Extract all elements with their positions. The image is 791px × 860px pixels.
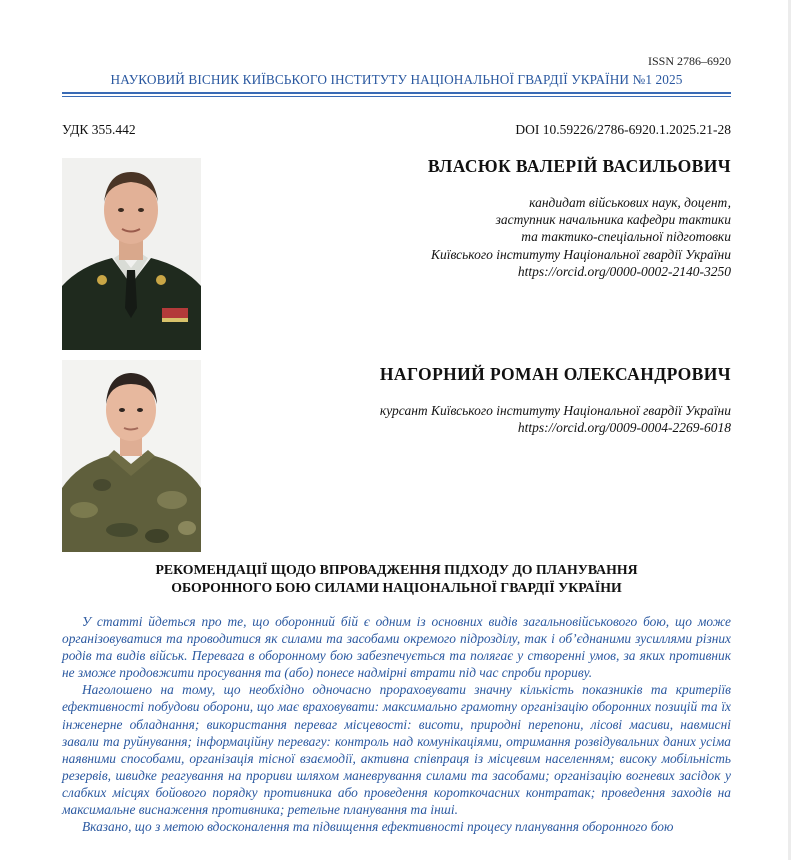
abstract-paragraph: Вказано, що з метою вдосконалення та підвищення ефективності процесу планування оборонного бою bbox=[82, 819, 674, 835]
author-1-affiliation-line: та тактико-спеціальної підготовки bbox=[521, 229, 731, 245]
author-1-affiliation-line: кандидат військових наук, доцент, bbox=[529, 195, 731, 210]
issn: ISSN 2786–6920 bbox=[647, 54, 731, 68]
author-1-affiliation-line: заступник начальника кафедри тактики bbox=[495, 212, 731, 228]
abstract bbox=[62, 613, 731, 835]
doi: DOI 10.59226/2786-6920.1.2025.21-28 bbox=[515, 122, 731, 137]
author-1-affiliation-line: Київського інституту Національної гвардії України bbox=[431, 246, 731, 262]
article-title-line: ОБОРОННОГО БОЮ СИЛАМИ НАЦІОНАЛЬНОЇ ГВАРДІЇ УКРАЇНИ bbox=[171, 580, 622, 595]
abstract-paragraph: Наголошено на тому, що необхідно одночасно прораховувати значну кількість показників та критеріїв ефективності побудови оборони, що має враховувати: максимально грамотну організацію оборонних позицій та їх інженерне обладнання; використання переваг місцевості: висоти, природні перепони, лісові масиви, навмисні завали та руйнування; інформаційну перевагу: контроль над комунікаціями, отримання розвідувальних даних усіма наявними способами, організація тісної взаємодії, активна співпраця із місцевим населенням; високу мобільність резервів, швидке реагування на прориви шляхом маневрування силами та засобами; організацію вогневих засідок у слабких місцях бойового порядку противника або проведення короткочасних контратак; проведення заходів на максимальне виснаження противника; ретельне планування та інші. bbox=[62, 682, 731, 818]
article-title-line: РЕКОМЕНДАЦІЇ ЩОДО ВПРОВАДЖЕННЯ ПІДХОДУ ДО ПЛАНУВАННЯ bbox=[155, 562, 638, 577]
article-title bbox=[62, 561, 731, 597]
author-2-affiliation bbox=[380, 402, 731, 436]
header-rule-thin bbox=[62, 96, 731, 97]
abstract-paragraph: У статті йдеться про те, що оборонний бій є одним із основних видів загальновійськового бою, що може організовуватися та проводитися як силами та засобами окремого підрозділу, так і об’єднаними зусиллями різних родів та видів військ. Перевага в оборонному бою забезпечується та полягає у створенні умов, за яких противник не зможе продовжити просування та (або) понесе надмірні втрати під час спроби прориву. bbox=[62, 614, 731, 681]
udk-code: УДК 355.442 bbox=[62, 122, 136, 137]
journal-title: НАУКОВИЙ ВІСНИК КИЇВСЬКОГО ІНСТИТУТУ НАЦІОНАЛЬНОЇ ГВАРДІЇ УКРАЇНИ №1 2025 bbox=[110, 72, 683, 87]
author-photo-2 bbox=[62, 360, 201, 552]
author-1-affiliation bbox=[431, 194, 731, 280]
author-1-name: ВЛАСЮК ВАЛЕРІЙ ВАСИЛЬОВИЧ bbox=[427, 156, 731, 176]
author-2-affiliation-line: курсант Київського інституту Національної гвардії України bbox=[379, 403, 731, 418]
author-photo-1 bbox=[62, 158, 201, 350]
author-2-orcid-link[interactable]: https://orcid.org/0009-0004-2269-6018 bbox=[517, 420, 731, 436]
author-2-name: НАГОРНИЙ РОМАН ОЛЕКСАНДРОВИЧ bbox=[379, 364, 731, 384]
author-1-orcid-link[interactable]: https://orcid.org/0000-0002-2140-3250 bbox=[517, 263, 731, 279]
header-rule bbox=[62, 92, 731, 94]
